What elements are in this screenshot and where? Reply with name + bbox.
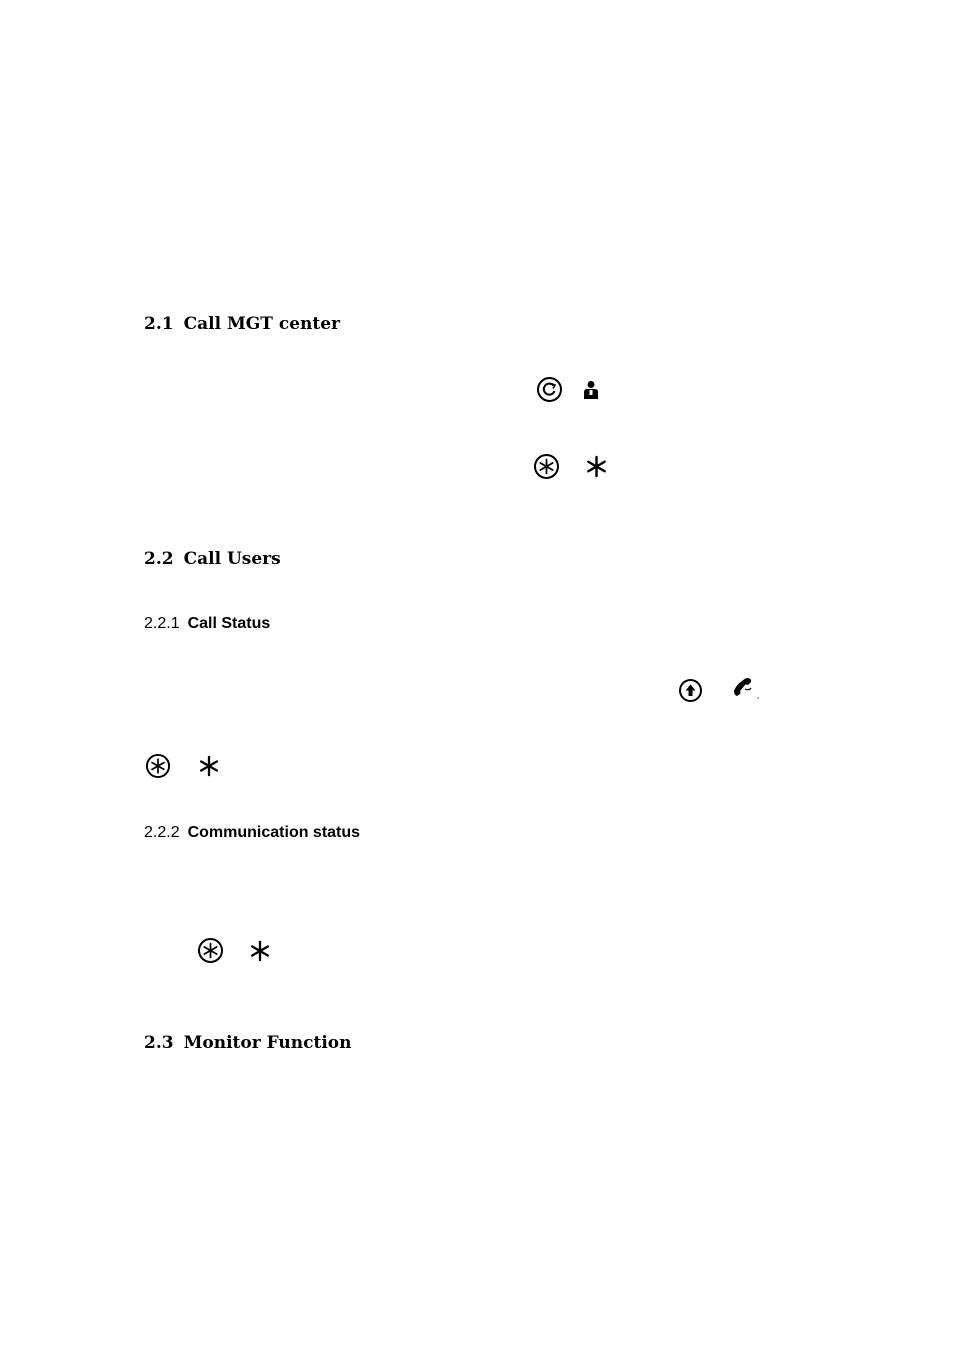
section-heading-2-2 [144,549,281,569]
circled-asterisk-icon [197,937,224,964]
section-title: Call Users [183,549,281,569]
section-number: 2.2 [144,549,174,569]
section-number: 2.2.1 [144,615,180,632]
section-title: Call Status [187,615,271,632]
section-heading-2-2-1 [144,615,270,633]
circled-asterisk-icon [533,453,560,480]
person-icon [583,380,599,400]
section-title: Monitor Function [183,1033,352,1053]
asterisk-icon [198,755,220,777]
phone-handset-icon [732,676,754,698]
section-number: 2.2.2 [144,824,180,841]
circle-up-arrow-icon [678,678,703,703]
section-heading-2-3 [144,1033,351,1053]
comma: , [757,691,760,700]
circled-asterisk-icon [145,753,171,779]
section-heading-2-1 [144,314,340,334]
section-title: Communication status [187,824,361,841]
asterisk-icon [585,455,608,478]
circle-arrow-icon [536,376,563,403]
section-title: Call MGT center [183,314,341,334]
section-number: 2.1 [144,314,174,334]
section-number: 2.3 [144,1033,174,1053]
asterisk-icon [249,940,271,962]
section-heading-2-2-2 [144,824,360,842]
